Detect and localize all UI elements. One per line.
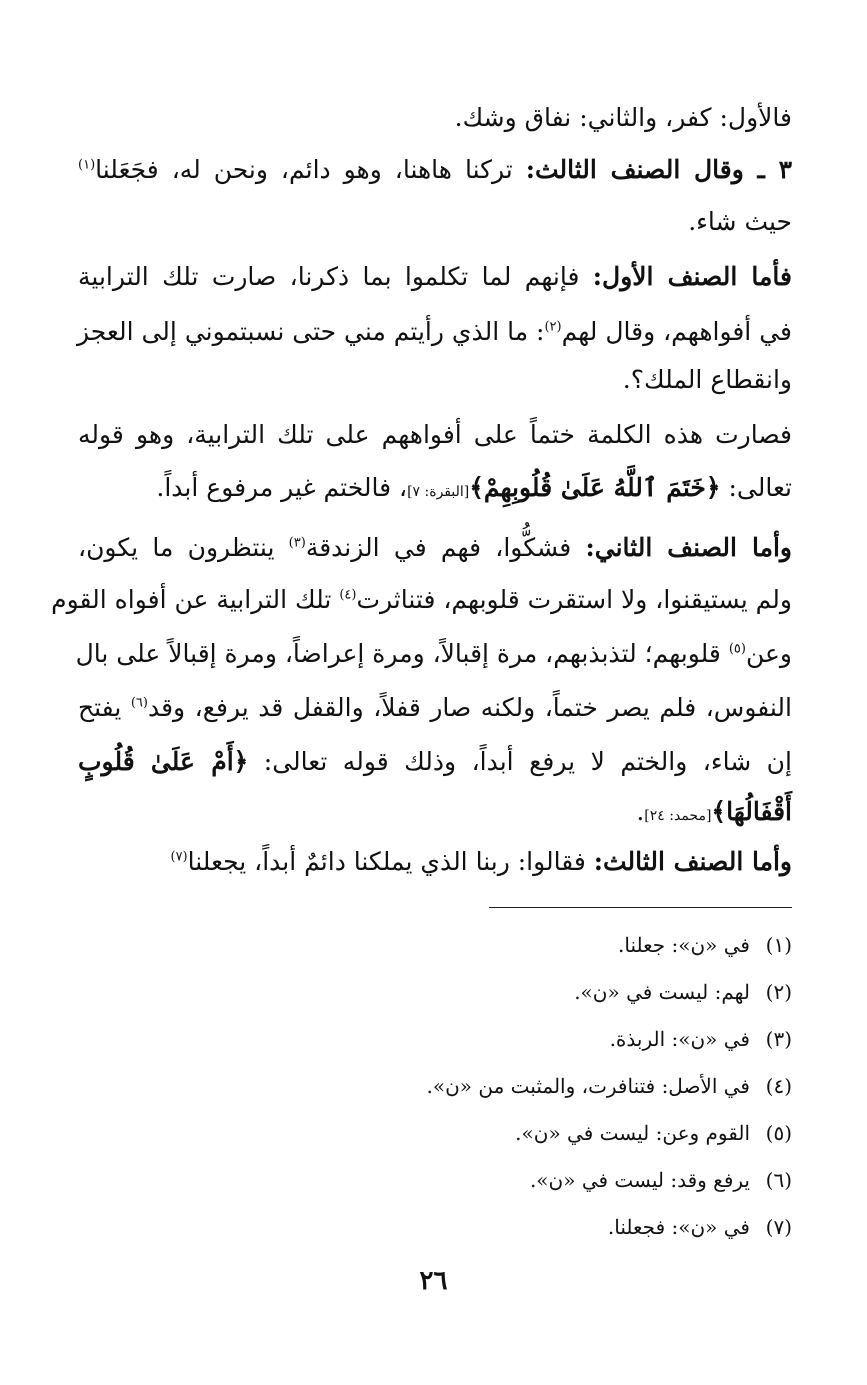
- paragraph-line: [170, 842, 792, 882]
- footnote: [515, 1118, 792, 1148]
- footnote: [608, 1212, 792, 1242]
- line-text: فالأول: كفر، والثاني: نفاق وشك.: [454, 103, 792, 132]
- footnote-text: القوم وعن: ليست في «ن».: [515, 1121, 750, 1145]
- footnote-ref[interactable]: (٣): [288, 535, 306, 551]
- footnote-ref[interactable]: (٦): [130, 695, 148, 711]
- paragraph-line: [78, 312, 792, 352]
- footnote-number: (٥): [765, 1121, 792, 1145]
- paragraph-line: [78, 150, 792, 190]
- line-text: يفتح: [78, 693, 131, 722]
- footnote-number: (١): [765, 933, 792, 957]
- quran-verse: ﴿أَمْ عَلَىٰ قُلُوبٍ: [78, 747, 249, 776]
- footnote-ref[interactable]: (٧): [170, 849, 188, 865]
- line-text: فقالوا: ربنا الذي يملكنا دائمٌ أبداً، يجعلنا: [187, 847, 594, 876]
- line-text: ولم يستيقنوا، ولا استقرت قلوبهم، فتناثرت: [356, 585, 792, 614]
- footnote-text: في «ن»: جعلنا.: [618, 933, 750, 957]
- line-text: فإنهم لما تكلموا بما ذكرنا، صارت تلك الترابية: [78, 262, 593, 291]
- footnote-ref[interactable]: (٥): [728, 641, 746, 657]
- line-text: النفوس، فلم يصر ختماً، ولكنه صار قفلاً، والقفل قد يرفع، وقد: [147, 693, 792, 722]
- footnote-number: (٢): [765, 980, 792, 1004]
- verse-reference: [محمد: ٢٤]: [644, 808, 712, 824]
- section-heading: وأما الصنف الثالث:: [593, 847, 792, 876]
- paragraph-line: [78, 688, 792, 728]
- footnote-text: في «ن»: الربذة.: [609, 1027, 750, 1051]
- section-heading: وأما الصنف الثاني:: [585, 533, 792, 562]
- line-text: تلك الترابية عن أفواه القوم: [51, 585, 340, 614]
- footnote-ref[interactable]: (١): [78, 157, 96, 173]
- line-text: فصارت هذه الكلمة ختماً على أفواههم على تلك الترابية، وهو قوله: [78, 420, 792, 449]
- section-heading: فأما الصنف الأول:: [592, 262, 792, 291]
- paragraph-line: [78, 742, 792, 782]
- footnote-text: في «ن»: فجعلنا.: [607, 1215, 750, 1239]
- paragraph-line: [623, 360, 792, 400]
- paragraph-line: [51, 580, 792, 620]
- footnote: [618, 930, 792, 960]
- footnote-ref[interactable]: (٤): [339, 587, 357, 603]
- line-text: تركنا هاهنا، وهو دائم، ونحن له، فجَعَلنا: [95, 155, 526, 184]
- footnote-number: (٣): [765, 1027, 792, 1051]
- footnote-number: (٧): [765, 1215, 792, 1239]
- footnote-separator: [489, 907, 792, 908]
- paragraph-line: [636, 792, 792, 836]
- line-text: إن شاء، والختم لا يرفع أبداً، وذلك قوله تعالى:: [248, 747, 792, 776]
- footnote: [574, 977, 792, 1007]
- section-heading: ٣ ـ وقال الصنف الثالث:: [525, 155, 792, 184]
- line-text: فشكُّوا، فهم في الزندقة: [305, 533, 586, 562]
- paragraph-line: [78, 257, 792, 297]
- paragraph-line: [455, 98, 792, 138]
- page-number: ٢٦: [419, 1266, 448, 1296]
- footnote-text: في الأصل: فتنافرت، والمثبت من «ن».: [426, 1074, 750, 1098]
- paragraph-line: [78, 415, 792, 455]
- footnote-text: يرفع وقد: ليست في «ن».: [529, 1168, 750, 1192]
- quran-verse: ﴿خَتَمَ ٱللَّهُ عَلَىٰ قُلُوبِهِمْ﴾: [469, 473, 721, 502]
- line-text: وانقطاع الملك؟.: [622, 365, 792, 394]
- footnote: [610, 1024, 792, 1054]
- footnote-text: لهم: ليست في «ن».: [574, 980, 750, 1004]
- footnote: [530, 1165, 792, 1195]
- paragraph-line: [688, 202, 792, 242]
- line-text: : ما الذي رأيتم مني حتى نسبتموني إلى العجز: [76, 317, 545, 346]
- line-text: تعالى:: [720, 473, 792, 502]
- footnote-ref[interactable]: (٢): [544, 319, 562, 335]
- verse-reference: [البقرة: ٧]: [407, 484, 470, 500]
- line-text: وعن: [745, 639, 792, 668]
- paragraph-line: [78, 528, 792, 568]
- footnote: [427, 1071, 793, 1101]
- line-text: ينتظرون ما يكون،: [78, 533, 289, 562]
- paragraph-line: [156, 468, 792, 512]
- footnote-number: (٦): [765, 1168, 792, 1192]
- line-text: ، فالختم غير مرفوع أبداً.: [156, 473, 408, 502]
- quran-verse: أَقْفَالُهَا﴾: [711, 797, 792, 826]
- line-text: .: [636, 797, 645, 826]
- line-text: في أفواههم، وقال لهم: [561, 317, 792, 346]
- line-text: حيث شاء.: [688, 207, 792, 236]
- line-text: قلوبهم؛ لتذبذبهم، مرة إقبالاً، ومرة إعراضاً، ومرة إقبالاً على بال: [75, 639, 729, 668]
- paragraph-line: [75, 634, 792, 674]
- footnote-number: (٤): [765, 1074, 792, 1098]
